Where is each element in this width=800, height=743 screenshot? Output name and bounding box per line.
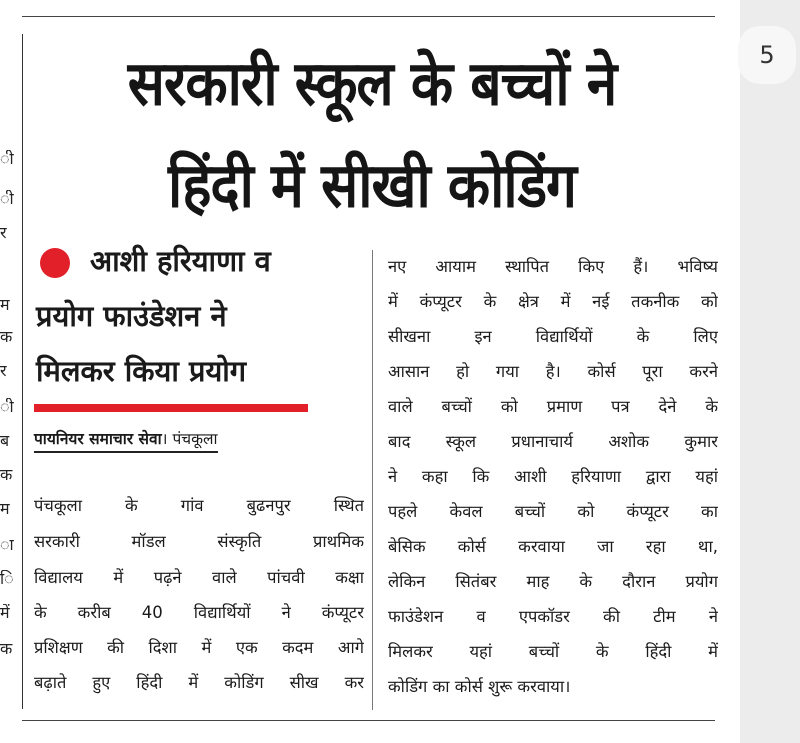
body-line: में कंप्यूटर के क्षेत्र में नई तकनीक को: [388, 292, 718, 311]
red-bullet-icon: [40, 248, 70, 278]
body-line: के करीब 40 विद्यार्थियों ने कंप्यूटर: [34, 603, 364, 622]
subheadline-line-2: प्रयोग फाउंडेशन ने: [36, 299, 227, 333]
body-line: फाउंडेशन व एपकॉडर की टीम ने: [388, 607, 718, 626]
fragment-char: ब: [0, 432, 10, 450]
headline-line-2: हिंदी में सीखी कोडिंग: [167, 149, 576, 221]
fragment-char: ि: [0, 570, 14, 588]
body-line: सरकारी मॉडल संस्कृति प्राथमिक: [34, 532, 364, 551]
fragment-char: र: [0, 362, 7, 380]
body-line: प्रशिक्षण की दिशा में एक कदम आगे: [34, 638, 364, 657]
body-line: मिलकर यहां बच्चों के हिंदी में: [388, 642, 718, 661]
fragment-char: म: [0, 500, 10, 518]
fragment-char: क: [0, 640, 13, 658]
fragment-char: में: [0, 604, 10, 622]
body-line: बेसिक कोर्स करवाया जा रहा था,: [388, 537, 718, 556]
fragment-char: ा: [0, 536, 14, 554]
fragment-char: क: [0, 466, 13, 484]
body-line: बाद स्कूल प्रधानाचार्य अशोक कुमार: [388, 432, 718, 451]
bottom-rule: [22, 720, 715, 721]
headline-line-1: सरकारी स्कूल के बच्चों ने: [127, 47, 617, 119]
byline-city: पंचकूला: [172, 430, 218, 448]
top-rule: [22, 16, 715, 17]
page-number-badge[interactable]: 5: [738, 26, 796, 84]
body-line: नए आयाम स्थापित किए हैं। भविष्य: [388, 257, 718, 276]
body-line: ने कहा कि आशी हरियाणा द्वारा यहां: [388, 467, 718, 486]
fragment-char: ी: [0, 150, 14, 168]
body-line: वाले बच्चों को प्रमाण पत्र देने के: [388, 397, 718, 416]
body-line: लेकिन सितंबर माह के दौरान प्रयोग: [388, 572, 718, 591]
byline-agency: पायनियर समाचार सेवा: [34, 430, 162, 448]
fragment-char: ी: [0, 190, 14, 208]
adjacent-article-fragment: [0, 0, 20, 743]
body-line: विद्यालय में पढ़ने वाले पांचवी कक्षा: [34, 568, 364, 587]
fragment-char: ी: [0, 398, 14, 416]
body-line: आसान हो गया है। कोर्स पूरा करने: [388, 362, 718, 381]
column-divider-middle: [372, 250, 373, 710]
fragment-char: र: [0, 224, 7, 242]
fragment-char: क: [0, 328, 13, 346]
byline: पायनियर समाचार सेवा। पंचकूला: [34, 428, 218, 453]
body-line: सीखना इन विद्यार्थियों के लिए: [388, 327, 718, 346]
red-divider-bar: [34, 404, 308, 412]
body-line: कोडिंग का कोर्स शुरू करवाया।: [388, 677, 571, 696]
viewer-side-panel: [740, 0, 800, 743]
fragment-char: म: [0, 296, 10, 314]
subheadline-line-1: आशी हरियाणा व: [90, 244, 271, 278]
subheadline-line-3: मिलकर किया प्रयोग: [36, 354, 247, 388]
body-line: पहले केवल बच्चों को कंप्यूटर का: [388, 502, 718, 521]
body-line: बढ़ाते हुए हिंदी में कोडिंग सीख कर: [34, 673, 364, 692]
column-divider-left: [22, 34, 23, 709]
body-line: पंचकूला के गांव बुढनपुर स्थित: [34, 496, 364, 515]
